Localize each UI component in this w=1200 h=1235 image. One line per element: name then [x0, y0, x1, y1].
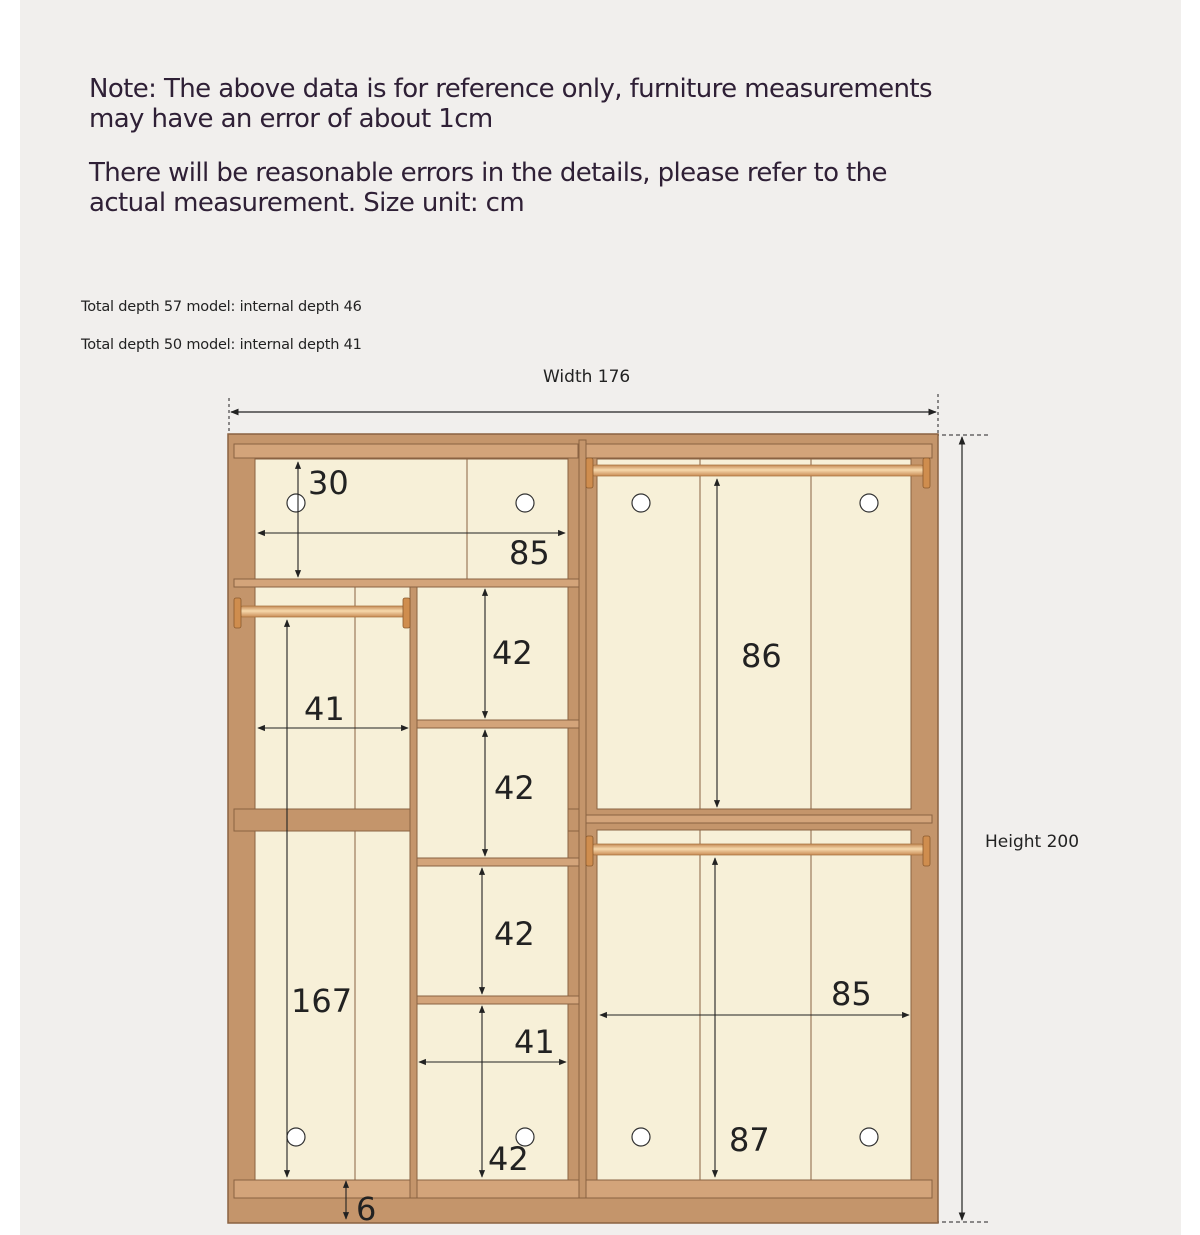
width-dimension	[229, 394, 938, 440]
knob-icon	[632, 1128, 650, 1146]
width-label: Width 176	[543, 367, 631, 387]
knob-icon	[287, 494, 305, 512]
dim-shelf-2: 42	[494, 769, 535, 807]
dim-shelf-width: 41	[514, 1023, 555, 1061]
height-label: Height 200	[985, 832, 1080, 852]
dim-right-lower-width: 85	[831, 975, 872, 1013]
dim-shelf-4: 42	[488, 1140, 529, 1178]
note-line-1: Note: The above data is for reference only, furniture measurements	[89, 74, 932, 104]
dim-shelf-3: 42	[494, 915, 535, 953]
depth-note-57: Total depth 57 model: internal depth 46	[81, 299, 362, 315]
knob-icon	[860, 1128, 878, 1146]
dim-right-upper-height: 86	[741, 637, 782, 675]
note-line-2: may have an error of about 1cm	[89, 104, 493, 134]
dim-plinth-height: 6	[356, 1190, 377, 1228]
note-line-4: actual measurement. Size unit: cm	[89, 188, 525, 218]
knob-icon	[632, 494, 650, 512]
knob-icon	[516, 494, 534, 512]
knob-icon	[860, 494, 878, 512]
dim-top-shelf-height: 30	[308, 464, 349, 502]
dim-top-shelf-width: 85	[509, 534, 550, 572]
dim-left-hanging-height: 167	[291, 982, 353, 1020]
height-dimension	[935, 435, 990, 1222]
depth-note-50: Total depth 50 model: internal depth 41	[81, 337, 362, 353]
note-line-3: There will be reasonable errors in the details, please refer to the	[89, 158, 887, 188]
dim-right-lower-height: 87	[729, 1121, 770, 1159]
dim-left-hanging-width: 41	[304, 690, 345, 728]
knob-icon	[287, 1128, 305, 1146]
wardrobe-interior	[234, 440, 932, 1198]
dim-shelf-1: 42	[492, 634, 533, 672]
